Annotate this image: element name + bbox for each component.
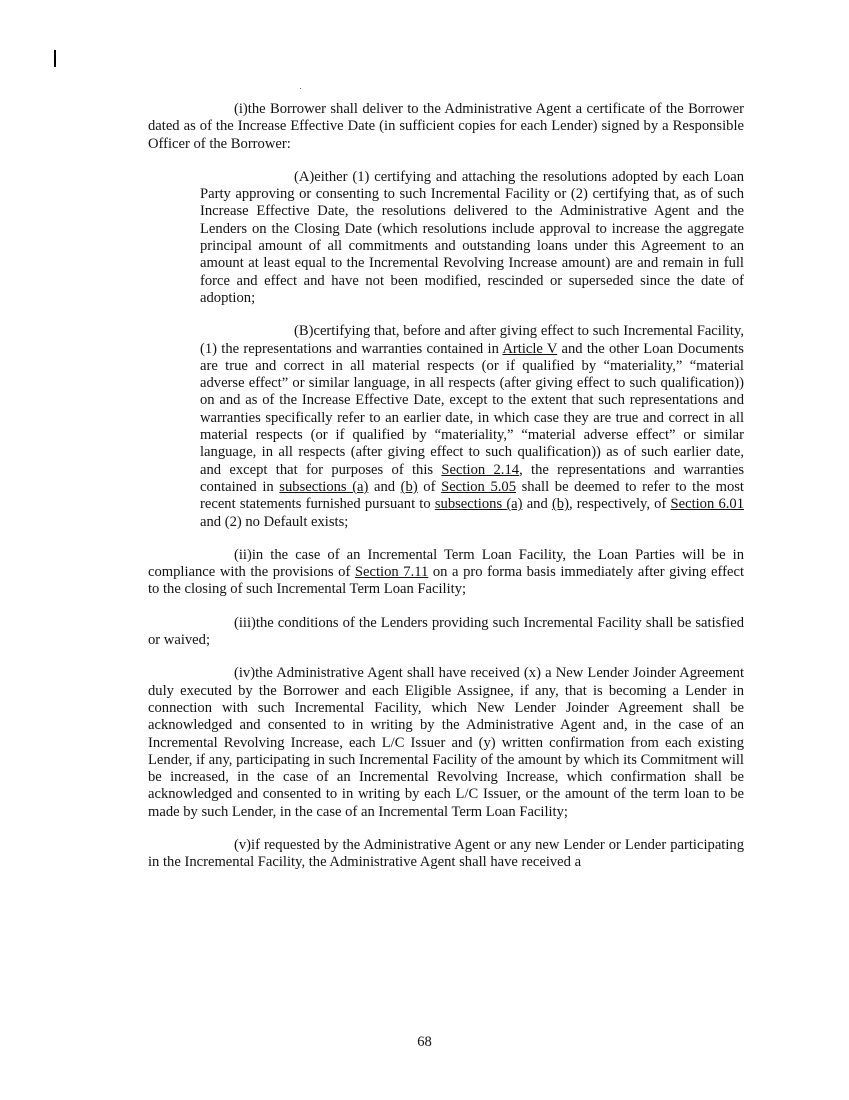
paragraph-marker: (i) xyxy=(234,101,248,117)
paragraph-text: the conditions of the Lenders providing such Incremental Facility shall be satisfied or waived; xyxy=(148,614,744,649)
text-run: and xyxy=(368,478,401,495)
document-body xyxy=(148,101,744,888)
paragraph-marker: (B) xyxy=(294,323,314,340)
cross-reference-subsections-a[interactable]: subsections (a) xyxy=(279,478,369,495)
text-run: in the case of an Incremental Term Loan Facility, the Loan Parties will be in compliance with the provisions of xyxy=(148,546,744,581)
cross-reference-b-second[interactable]: (b) xyxy=(551,496,569,513)
paragraph-marker: (iii) xyxy=(234,614,256,631)
text-run: and xyxy=(522,496,552,513)
text-run: of xyxy=(417,478,442,495)
paragraph-marker: (A) xyxy=(294,168,315,185)
paragraph-marker: (iv) xyxy=(234,665,256,682)
text-run: and (2) no Default exists; xyxy=(200,513,349,530)
page-number: 68 xyxy=(417,1034,432,1050)
cross-reference-subsections[interactable]: subsections xyxy=(434,496,507,513)
paragraph-iv xyxy=(148,665,744,821)
paragraph-text: the Administrative Agent shall have received (x) a New Lender Joinder Agreement duly executed by the Borrower and each Eligible Assignee, if any, that is becoming a Lender in connection with such Incremental Facility, which New Lender Joinder Agreement shall be acknowledged and consented to in writing by the Administrative Agent and, in the case of an Incremental Revolving Increase, each L/C Issuer and (y) written confirmation from each existing Lender, if any, participating in such Incremental Facility of the amount by which its Commitment will be increased, in the case of an Incremental Revolving Increase, which confirmation shall be acknowledged and consented to in writing by each L/C Issuer, or the amount of the term loan to be made by such Lender, in the case of an Incremental Term Loan Facility; xyxy=(148,665,744,820)
paragraph-v xyxy=(148,837,744,872)
cross-reference-section-6-01[interactable]: Section 6.01 xyxy=(670,496,744,513)
text-run: on a pro forma basis immediately after giving effect to the closing of such Incremental Term Loan Facility; xyxy=(148,564,745,598)
text-run: , respectively, of xyxy=(568,496,671,513)
cross-reference-section-2-14[interactable]: Section 2.14 xyxy=(441,461,520,478)
text-run: and the other Loan Documents are true and correct in all material respects (or if qualified by “materiality,” “material adverse effect” or similar language, in all respects (after giving effect to such qualification)) on and as of the Increase Effective Date, except to the extent that such representations and warranties specifically refer to an earlier date, in which case they are true and correct in all material respects (or if qualified by “materiality,” “material adverse effect” or similar language, in all respects (after giving effect to such qualification)) as of such earlier date, and except that for purposes of this xyxy=(200,340,744,478)
text-run: certifying that, before and after giving effect to such Incremental Facility, (1) the representations and warranties contained in xyxy=(200,323,744,357)
text-run: shall be deemed to refer to the most recent statements furnished pursuant to xyxy=(200,478,744,513)
paragraph-i xyxy=(148,101,744,153)
paragraph-text: if requested by the Administrative Agent or any new Lender or Lender participating in the Incremental Facility, the Administrative Agent shall have received a xyxy=(148,836,744,871)
revision-change-bar xyxy=(54,50,56,67)
cross-reference-b[interactable]: (b) xyxy=(400,478,418,495)
paragraph-A xyxy=(200,169,744,307)
paragraph-text: either (1) certifying and attaching the resolutions adopted by each Loan Party approving or consenting to such Incremental Facility or (2) certifying that, as of such Increase Effective Date, the resolutions delivered to the Administrative Agent and the Lenders on the Closing Date (which resolutions include approval to increase the aggregate principal amount of all commitments and outstanding loans under this Agreement to an amount at least equal to the Incremental Revolving Increase amount) are and remain in full force and effect and have not been modified, rescinded or superseded since the date of adoption; xyxy=(200,168,744,306)
cross-reference-article-v[interactable]: Article V xyxy=(502,340,558,357)
cross-reference-section-7-11[interactable]: Section 7.11 xyxy=(354,564,429,581)
cross-reference-section-5-05[interactable]: Section 5.05 xyxy=(441,478,516,495)
paragraph-text: the Borrower shall deliver to the Administrative Agent a certificate of the Borrower dated as of the Increase Effective Date (in sufficient copies for each Lender) signed by a Responsible Officer of the Borrower: xyxy=(148,101,744,152)
paragraph-marker: (v) xyxy=(234,836,252,853)
paragraph-marker: (ii) xyxy=(234,546,252,563)
cross-reference-a[interactable]: (a) xyxy=(506,496,523,513)
text-run: , the representations and warranties contained in xyxy=(200,461,745,495)
paragraph-B xyxy=(200,323,744,531)
scan-dot-mark xyxy=(300,88,301,89)
paragraph-iii xyxy=(148,615,744,650)
paragraph-ii xyxy=(148,547,744,599)
